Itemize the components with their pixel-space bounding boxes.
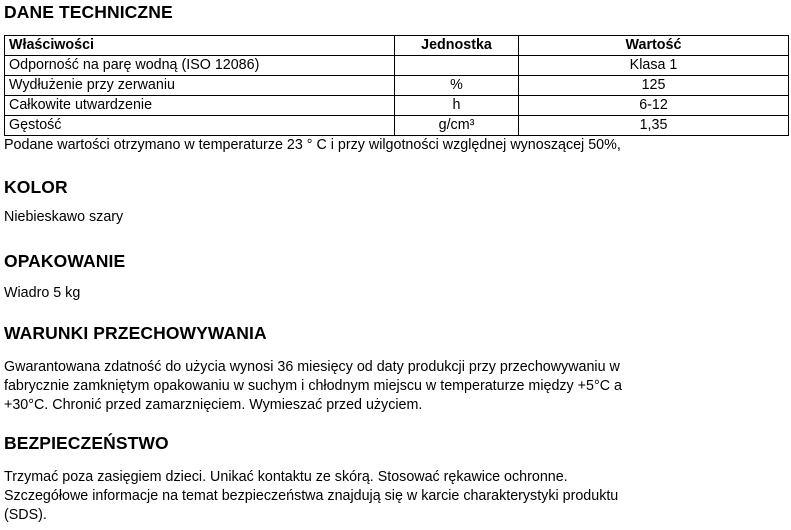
safety-text-line: Trzymać poza zasięgiem dzieci. Unikać kontaktu ze skórą. Stosować rękawice ochronne. [4,469,568,485]
column-header-value: Wartość [519,36,789,56]
cell-value: Klasa 1 [519,56,789,76]
section-heading-bezpieczenstwo: BEZPIECZEŃSTWO [4,433,169,453]
storage-text-line: +30°C. Chronić przed zamarznięciem. Wymieszać przed użyciem. [4,397,423,413]
cell-property: Odporność na parę wodną (ISO 12086) [5,56,395,76]
cell-value: 1,35 [519,116,789,136]
storage-text-line: fabrycznie zamkniętym opakowaniu w suchym i chłodnym miejscu w temperaturze między +5°C a [4,378,622,394]
packaging-value: Wiadro 5 kg [4,285,81,301]
section-heading-kolor: KOLOR [4,177,68,197]
cell-unit [395,56,519,76]
cell-property: Całkowite utwardzenie [5,96,395,116]
table-row [5,96,789,116]
cell-property: Wydłużenie przy zerwaniu [5,76,395,96]
color-value: Niebieskawo szary [4,209,124,225]
safety-text-line: (SDS). [4,507,47,523]
section-heading-dane-techniczne: DANE TECHNICZNE [4,2,173,22]
cell-property: Gęstość [5,116,395,136]
column-header-property: Właściwości [5,36,395,56]
table-header-row [5,36,789,56]
section-heading-opakowanie: OPAKOWANIE [4,251,126,271]
cell-unit: h [395,96,519,116]
safety-text-line: Szczegółowe informacje na temat bezpieczeństwa znajdują się w karcie charakterystyki produktu [4,488,619,504]
storage-text-line: Gwarantowana zdatność do użycia wynosi 36 miesięcy od daty produkcji przy przechowywaniu w [4,359,620,375]
column-header-unit: Jednostka [395,36,519,56]
cell-unit: % [395,76,519,96]
table-row [5,76,789,96]
section-heading-warunki-przechowywania: WARUNKI PRZECHOWYWANIA [4,323,267,343]
technical-data-table [4,35,789,136]
cell-value: 6-12 [519,96,789,116]
cell-value: 125 [519,76,789,96]
measurement-conditions-note: Podane wartości otrzymano w temperaturze 23 ° C i przy wilgotności względnej wynoszącej 50%, [4,137,621,153]
table-row [5,116,789,136]
technical-data-table-wrapper [4,35,789,136]
table-row [5,56,789,76]
cell-unit: g/cm³ [395,116,519,136]
